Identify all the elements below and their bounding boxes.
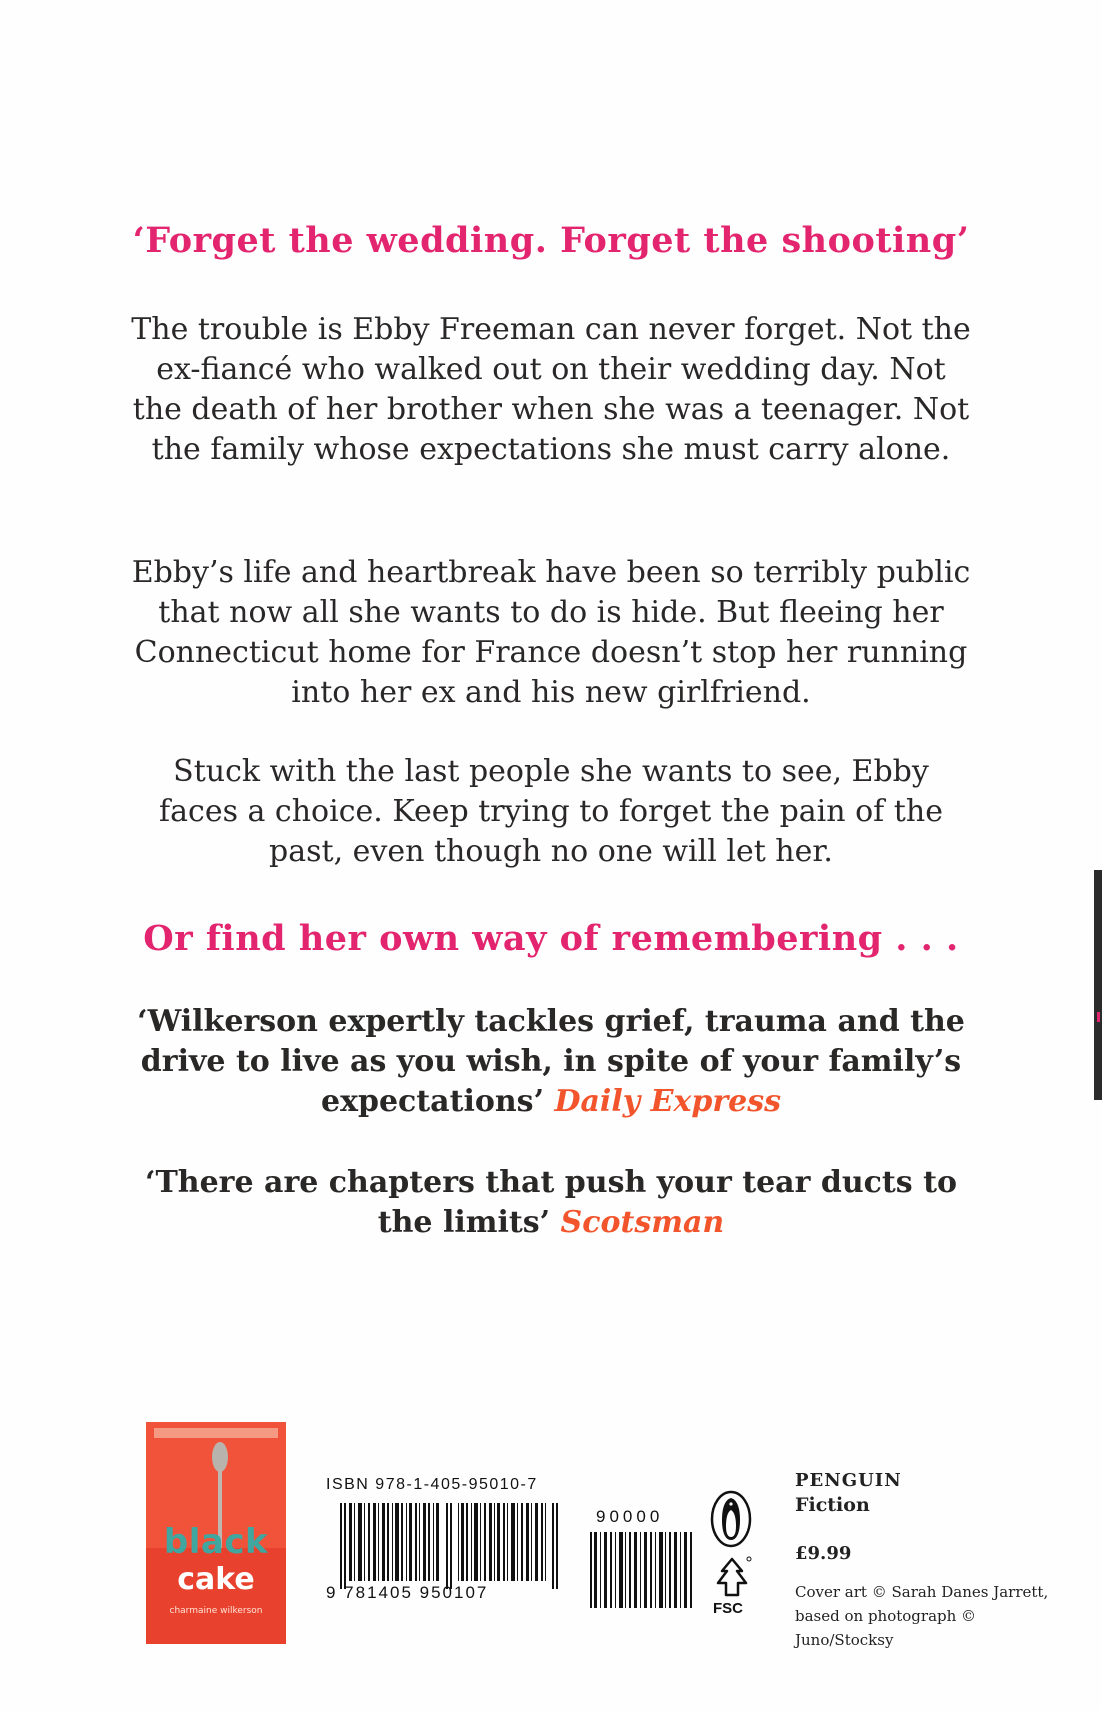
review-2: [120, 1163, 982, 1243]
cover-credit: Cover art © Sarah Danes Jarrett, based on photograph © Juno/Stocksy: [795, 1583, 1049, 1649]
cover-thumbnail: [146, 1422, 286, 1644]
review-quote: ‘Wilkerson expertly tackles grief, trauma and the drive to live as you wish, in spite of your family’s expectations’: [137, 1004, 965, 1119]
barcode-digits: 9 781405 950107: [326, 1583, 489, 1602]
review-source: Daily Express: [554, 1084, 781, 1119]
review-source: Scotsman: [560, 1205, 725, 1240]
review-quote: ‘There are chapters that push your tear ducts to the limits’: [145, 1165, 957, 1240]
blurb-paragraph-3: Stuck with the last people she wants to see, Ebby faces a choice. Keep trying to forget the pain of the past, even though no one will let her.: [159, 754, 943, 869]
fsc-logo-icon: [710, 1555, 754, 1599]
thumbnail-title-line1: black: [163, 1522, 269, 1562]
thumbnail-title-line2: cake: [177, 1562, 255, 1597]
thumbnail-author: charmaine wilkerson: [169, 1606, 263, 1616]
publisher: PENGUIN: [795, 1470, 902, 1491]
addon-barcode-icon: [590, 1532, 694, 1608]
genre: Fiction: [795, 1494, 870, 1516]
thumbnail-quote-strip: [154, 1428, 278, 1438]
isbn-label: ISBN 978-1-405-95010-7: [326, 1476, 538, 1493]
blurb-paragraph-2: Ebby’s life and heartbreak have been so terribly public that now all she wants to do is hide. But fleeing her Connecticut home for France doesn’t stop her running into her ex and his new girlfriend.: [131, 555, 971, 710]
barcode-icon: [340, 1503, 562, 1589]
tagline-mid: Or find her own way of remembering . . .: [143, 918, 959, 959]
tagline-top: ‘Forget the wedding. Forget the shooting’: [132, 220, 970, 261]
price: £9.99: [795, 1543, 852, 1564]
barcode-addon-digits: 90000: [596, 1507, 664, 1526]
review-1: [120, 1002, 982, 1122]
blurb-paragraph-1: The trouble is Ebby Freeman can never forget. Not the ex-fiancé who walked out on their wedding day. Not the death of her brother when she was a teenager. Not the family whose expectations she must carry alone.: [131, 312, 971, 467]
spine-edge-mark: [1097, 1012, 1100, 1022]
spine-edge: [1094, 870, 1102, 1100]
spoon-icon: [212, 1442, 228, 1472]
penguin-logo-icon: [710, 1490, 752, 1548]
fsc-label: FSC: [713, 1600, 743, 1617]
